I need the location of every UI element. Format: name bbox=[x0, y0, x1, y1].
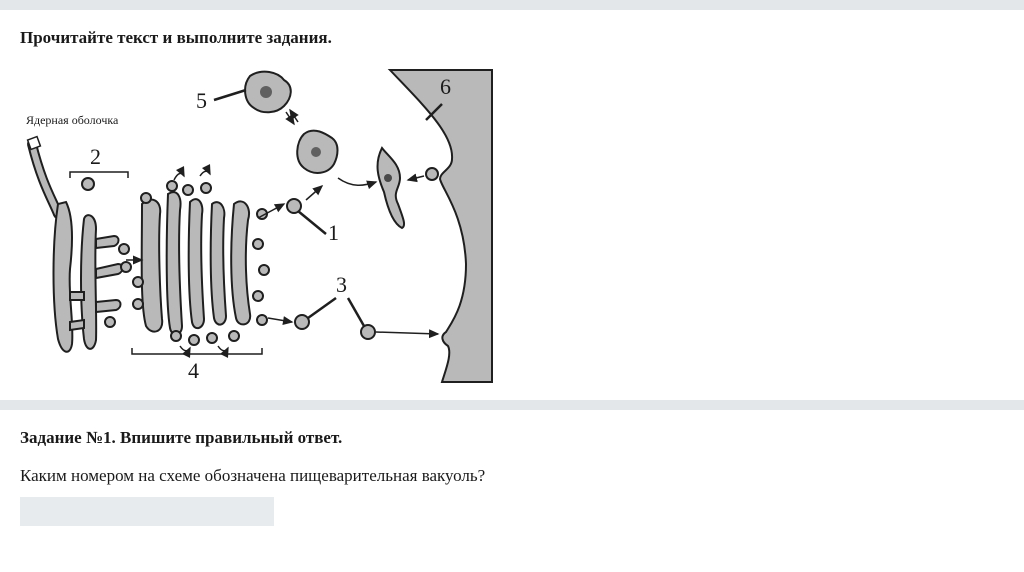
nuclear-envelope-shape bbox=[28, 137, 58, 214]
endoplasmic-reticulum-shape bbox=[54, 178, 132, 352]
label-5: 5 bbox=[196, 88, 207, 113]
top-divider-bar bbox=[0, 0, 1024, 10]
task-question: Каким номером на схеме обозначена пищеварительная вакуоль? bbox=[20, 466, 486, 485]
vesicle-3a-shape bbox=[295, 315, 309, 329]
task-title: Задание №1. Впишите правильный ответ. bbox=[20, 428, 343, 447]
label-nuclear-envelope: Ядерная оболочка bbox=[26, 113, 119, 127]
label-2: 2 bbox=[90, 144, 101, 169]
vesicle-3b-shape bbox=[361, 325, 375, 339]
label-3: 3 bbox=[336, 272, 347, 297]
golgi-diagram-svg bbox=[22, 64, 494, 384]
label-4: 4 bbox=[188, 358, 199, 383]
label-1: 1 bbox=[328, 220, 339, 245]
golgi-diagram-figure bbox=[22, 64, 494, 384]
label-6: 6 bbox=[440, 74, 451, 99]
section-divider-bar bbox=[0, 400, 1024, 410]
cell-membrane-shape bbox=[390, 70, 492, 382]
answer-input[interactable] bbox=[20, 497, 274, 526]
golgi-stack-shape bbox=[133, 181, 269, 345]
phagosome-shape bbox=[378, 148, 405, 228]
instructions-heading: Прочитайте текст и выполните задания. bbox=[20, 28, 332, 47]
